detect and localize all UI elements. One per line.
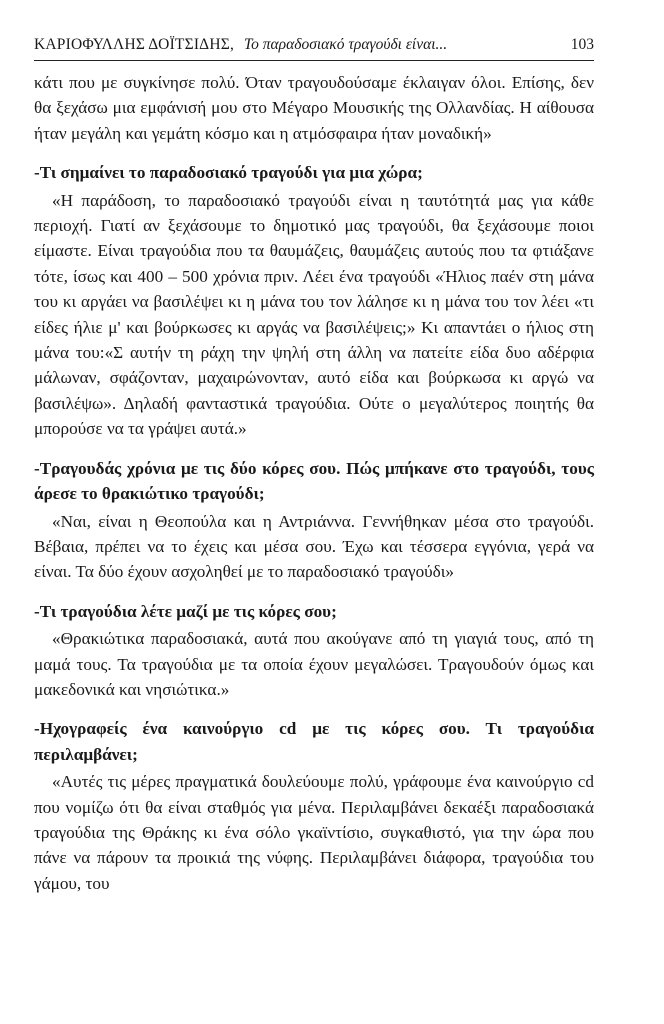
header-chapter-title: Το παραδοσιακό τραγούδι είναι... (243, 36, 448, 53)
interview-answer: «Ναι, είναι η Θεοπούλα και η Αντριάννα. Γεννήθηκαν μέσα στο τραγούδι. Βέβαια, πρέπει να το έχεις και μέσα σου. Έχω και τέσσερα εγγόνια, γερά να είναι. Τα δύο έχουν ασχοληθεί με το παραδοσιακό τραγούδι» (34, 511, 594, 582)
interview-answer: «Θρακιώτικα παραδοσιακά, αυτά που ακούγανε από τη γιαγιά τους, από τη μαμά τους. Τα τραγούδια με τα οποία έχουν μεγαλώσει. Τραγουδούν όμως και μακεδονικά και νησιώτικα.» (34, 629, 594, 699)
interview-question: -Ηχογραφείς ένα καινούργιο cd με τις κόρες σου. Τι τραγούδια περιλαμβάνει; (34, 719, 594, 764)
interview-question: -Τι τραγούδια λέτε μαζί με τις κόρες σου; (34, 601, 337, 621)
interview-answer: «Αυτές τις μέρες πραγματικά δουλεύουμε πολύ, γράφουμε ένα καινούργιο cd που νομίζω ότι θα είναι σταθμός για μένα. Περιλαμβάνει δεκαέξι παραδοσιακά τραγούδια της Θράκης κι ένα σόλο γκαϊντίσιο, συγκαθιστό, για την ώρα που πάνε να πάρουν τα προικιά της νύφης. Περιλαμβάνει διάφορα, τραγούδια του γάμου, του (34, 772, 594, 893)
paragraph-continued: κάτι που με συγκίνησε πολύ. Όταν τραγουδούσαμε έκλαιγαν όλοι. Επίσης, δεν θα ξεχάσω μια εμφάνισή μου στο Μέγαρο Μουσικής της Ολλανδίας. Η αίθουσα ήταν μεγάλη και γεμάτη κόσμο και η ατμόσφαιρα ήταν μοναδική» (34, 73, 594, 143)
interview-answer: «Η παράδοση, το παραδοσιακό τραγούδι είναι η ταυτότητά μας για κάθε περιοχή. Γιατί αν ξεχάσουμε το δημοτικό μας τραγούδι, θα ξεχάσουμε ποιοι είμαστε. Είναι τραγούδια που τα θαυμάζεις, θαυμάζεις αυτούς που τα φτιάξανε τότε, ίσως και 400 – 500 χρόνια πριν. Λέει ένα τραγούδι «Ήλιος παέν στη μάνα του κι αργάει να βασιλέψει κι η μάνα του τον λάλησε κι η μάνα του τον λέει «τι είδες ήλιε μ' και βούρκωσες κι αργάς να βασιλέψεις;» Κι απαντάει ο ήλιος στη μάνα του:«Σ αυτήν τη ράχη την ψηλή στη άλλη να πατείτε είδα δυο αδέρφια μάλωναν, σφάζονταν, μαχαιρώνονταν, αυτό είδα και βούρκωσα κι αργώ να βασιλέψω». Δηλαδή φανταστικά τραγούδια. Ούτε ο μεγαλύτερος ποιητής θα μπορούσε να τα γράψει αυτά.» (34, 190, 594, 439)
interview-question: -Τι σημαίνει το παραδοσιακό τραγούδι για μια χώρα; (34, 163, 423, 183)
page-number: 103 (570, 36, 594, 53)
running-header (34, 34, 594, 61)
header-author: ΚΑΡΙΟΦΥΛΛΗΣ ΔΟΪΤΣΙΔΗΣ, (34, 36, 235, 53)
interview-question: -Τραγουδάς χρόνια με τις δύο κόρες σου. Πώς μπήκανε στο τραγούδι, τους άρεσε το θρακιώτικο τραγούδι; (34, 458, 594, 504)
page-body (34, 70, 594, 896)
